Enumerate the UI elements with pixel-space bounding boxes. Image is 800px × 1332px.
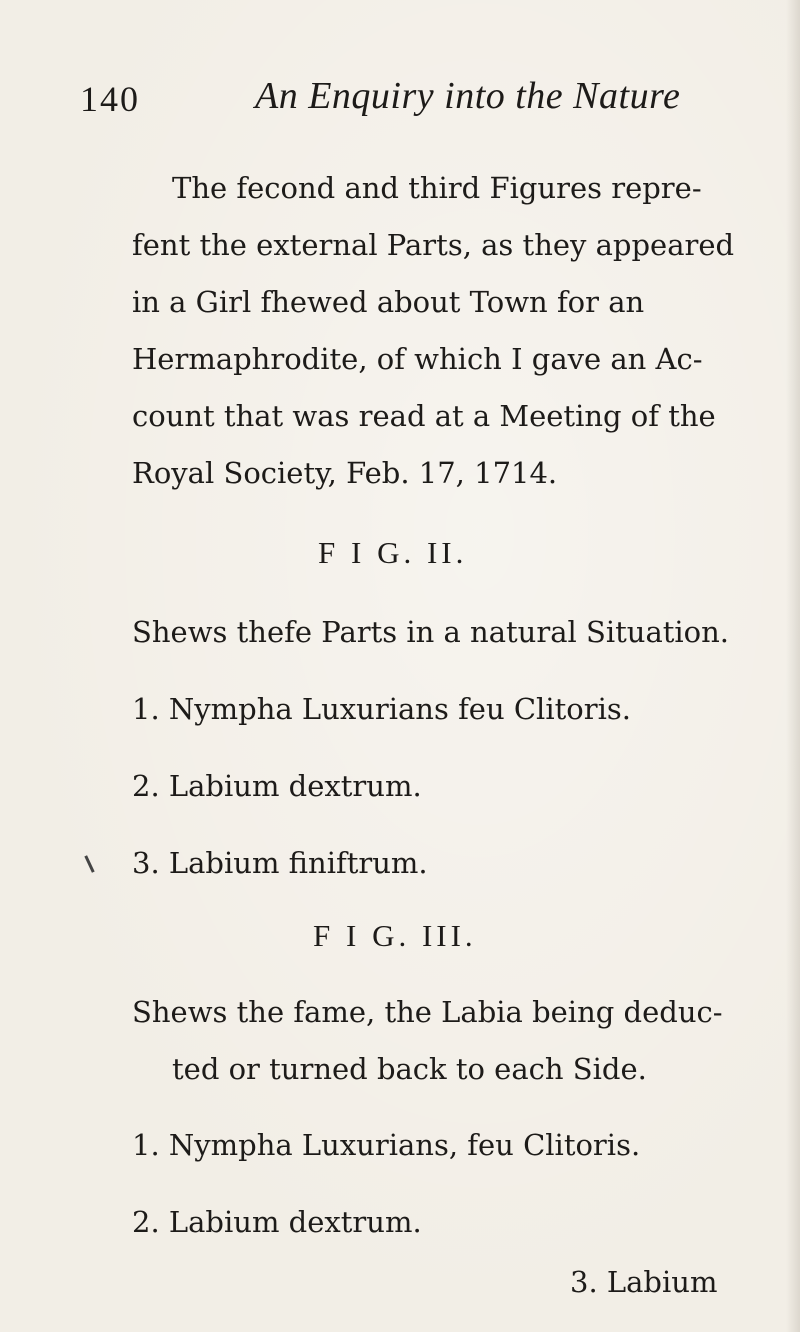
- figure-item: 1. Nympha Luxurians feu Clitoris.: [132, 692, 631, 726]
- figure-description: Shews thefe Parts in a natural Situation.: [132, 615, 730, 649]
- paragraph-line: in a Girl fhewed about Town for an: [132, 285, 645, 319]
- paragraph-line: count that was read at a Meeting of the: [132, 399, 716, 433]
- catchword: 3. Labium: [570, 1265, 718, 1299]
- page-number: 140: [80, 79, 140, 119]
- figure-item: 2. Labium dextrum.: [132, 1205, 422, 1239]
- paragraph-line: fent the external Parts, as they appeared: [132, 228, 735, 262]
- paragraph-line: The fecond and third Figures repre-: [172, 171, 702, 205]
- paragraph-line: Royal Society, Feb. 17, 1714.: [132, 456, 558, 490]
- figure-item: 1. Nympha Luxurians, feu Clitoris.: [132, 1128, 641, 1162]
- figure-heading: F I G. II.: [318, 535, 468, 570]
- figure-item: 2. Labium dextrum.: [132, 769, 422, 803]
- ink-mark: [84, 855, 94, 873]
- figure-heading: F I G. III.: [313, 918, 477, 953]
- page-header: [0, 75, 800, 128]
- figure-description-line: Shews the fame, the Labia being deduc-: [132, 995, 723, 1029]
- paragraph-line: Hermaphrodite, of which I gave an Ac-: [132, 342, 703, 376]
- running-head: An Enquiry into the Nature: [255, 75, 681, 117]
- figure-description-line: ted or turned back to each Side.: [172, 1052, 647, 1086]
- page-edge-shadow: [786, 0, 800, 1332]
- figure-item: 3. Labium finiftrum.: [132, 846, 428, 880]
